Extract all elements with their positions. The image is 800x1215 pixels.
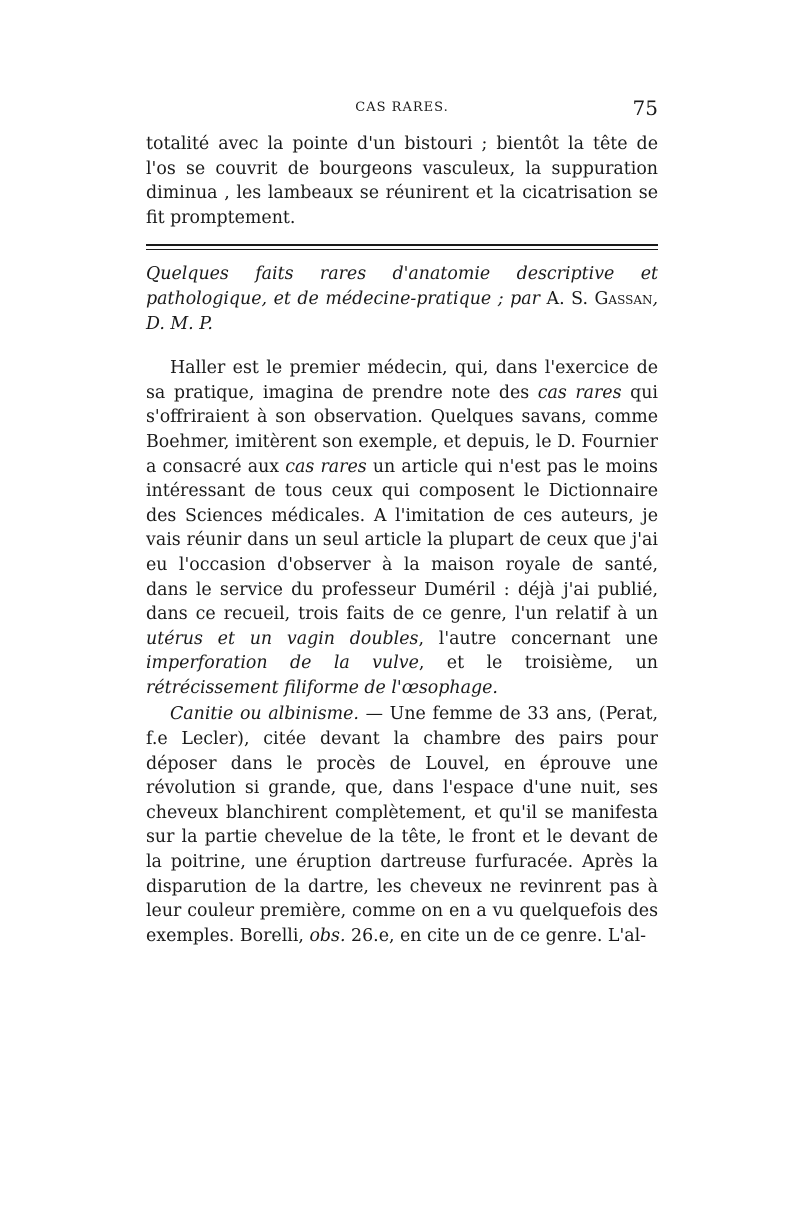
page-header (146, 96, 658, 132)
author-degree: , D. M. P. (146, 288, 659, 334)
emphasis: cas rares (285, 456, 367, 477)
running-title: CAS RARES. (355, 100, 449, 115)
text-run: , et le troisième, un (418, 653, 658, 674)
text-run: 26.e, en cite un de ce genre. L'al- (345, 925, 647, 946)
emphasis: imperforation de la vulve (146, 653, 419, 674)
author-initials: A. S. (546, 288, 588, 309)
emphasis: utérus et un vagin doubles (146, 628, 419, 649)
text-run: — Une femme de 33 ans, (Perat, f.e Lecler), citée devant la chambre des pairs pour déposer dans le procès de Louvel, en éprouve une révolution si grande, que, dans l'espace d'une nuit, ses cheveux blanchirent complètement, et qu'il se manifesta sur la partie chevelue de la tête, le front et le devant de la poitrine, une éruption dartreuse furfuracée. Après la disparution de la dartre, les cheveux ne revinrent pas à leur couleur première, comme on en a vu quelquefois des exemples. Borelli, (146, 704, 658, 946)
emphasis: rétrécissement filiforme de l'œsophage. (146, 677, 498, 698)
emphasis: obs. (309, 925, 346, 946)
continuation-paragraph: totalité avec la pointe d'un bistouri ; bientôt la tête de l'os se couvrit de bourgeons vasculeux, la suppuration diminua , les lambeaux se réunirent et la cicatrisation se fit promptement. (146, 134, 658, 228)
section-heading: Canitie ou albinisme. (170, 704, 359, 725)
text-run: un article qui n'est pas le moins intéressant de tous ceux qui composent le Dictionnaire des Sciences médicales. A l'imitation de ces auteurs, je vais réunir dans un seul article la plupart de ceux que j'ai eu l'occasion d'observer à la maison royale de santé, dans le service du professeur Duméril : déjà j'ai publié, dans ce recueil, trois faits de ce genre, l'un relatif à un (146, 456, 658, 625)
text-run: Haller est le premier médecin, qui, dans l'exercice de sa pratique, imagina de prendre note des (146, 358, 658, 403)
author-name: Gassan (594, 288, 653, 309)
article-title-text: Quelques faits rares d'anatomie descriptive et pathologique, et de médecine-pratique ; par (146, 264, 658, 309)
emphasis: cas rares (537, 382, 622, 403)
text-block (146, 96, 658, 948)
paragraph-canitie (146, 702, 658, 948)
text-run: qui s'offriraient à son observation. Quelques savans, comme Boehmer, imitèrent son exemple, et depuis, le D. Fournier a consacré aux (146, 382, 658, 477)
page-number: 75 (632, 96, 658, 120)
article-title (146, 262, 658, 336)
paragraph-haller (146, 356, 658, 700)
text-run: , l'autre concernant une (418, 628, 658, 649)
